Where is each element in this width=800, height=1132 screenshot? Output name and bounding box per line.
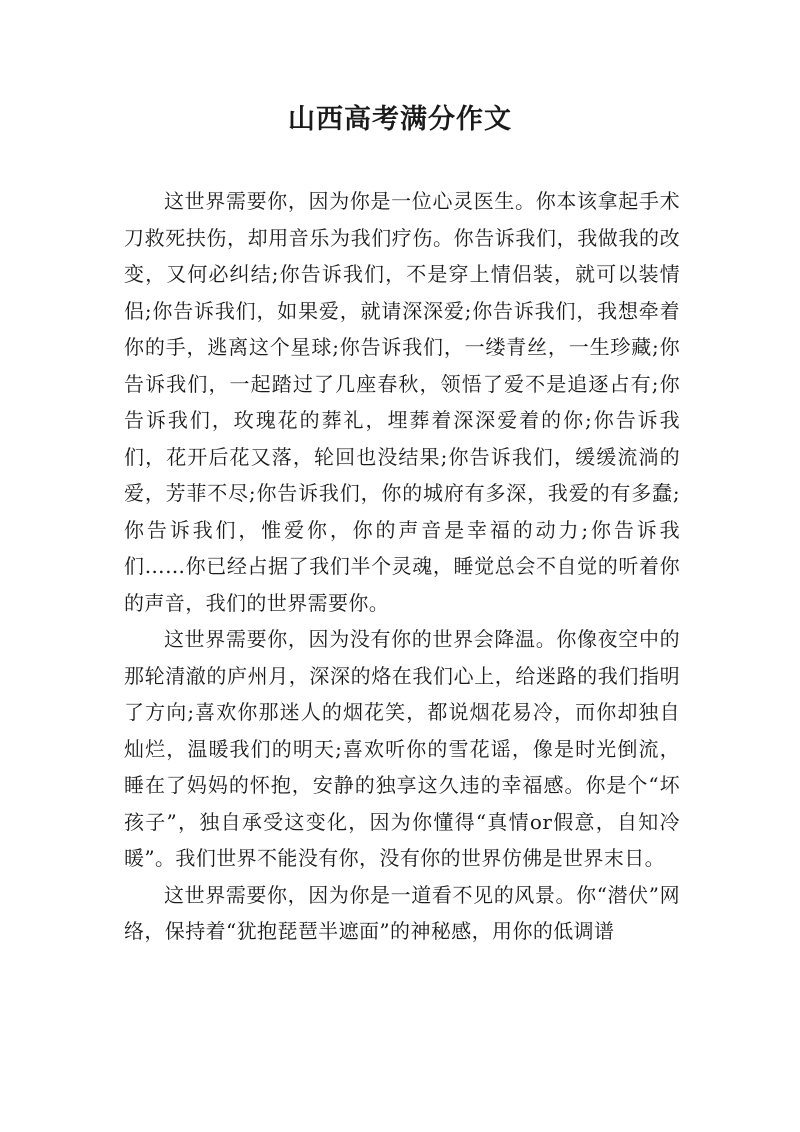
document-body <box>124 183 680 950</box>
paragraph-2: 这世界需要你，因为没有你的世界会降温。你像夜空中的那轮清澈的庐州月，深深的烙在我们心上，给迷路的我们指明了方向;喜欢你那迷人的烟花笑，都说烟花易冷，而你却独自灿烂，温暖我们的明天;喜欢听你的雪花谣，像是时光倒流，睡在了妈妈的怀抱，安静的独享这久违的幸福感。你是个“坏孩子”，独自承受这变化，因为你懂得“真情or假意，自知冷暖”。我们世界不能没有你，没有你的世界仿佛是世界末日。 <box>124 627 680 870</box>
paragraph-3: 这世界需要你，因为你是一道看不见的风景。你“潜伏”网络，保持着“犹抱琵琶半遮面”的神秘感，用你的低调谱 <box>124 882 680 943</box>
document-title: 山西高考满分作文 <box>288 104 512 135</box>
paragraph-1: 这世界需要你，因为你是一位心灵医生。你本该拿起手术刀救死扶伤，却用音乐为我们疗伤。你告诉我们，我做我的改变，又何必纠结;你告诉我们，不是穿上情侣装，就可以装情侣;你告诉我们，如果爱，就请深深爱;你告诉我们，我想牵着你的手，逃离这个星球;你告诉我们，一缕青丝，一生珍藏;你告诉我们，一起踏过了几座春秋，领悟了爱不是追逐占有;你告诉我们，玫瑰花的葬礼，埋葬着深深爱着的你;你告诉我们，花开后花又落，轮回也没结果;你告诉我们，缓缓流淌的爱，芳菲不尽;你告诉我们，你的城府有多深，我爱的有多蠢;你告诉我们，惟爱你，你的声音是幸福的动力;你告诉我们……你已经占据了我们半个灵魂，睡觉总会不自觉的听着你的声音，我们的世界需要你。 <box>124 189 680 615</box>
